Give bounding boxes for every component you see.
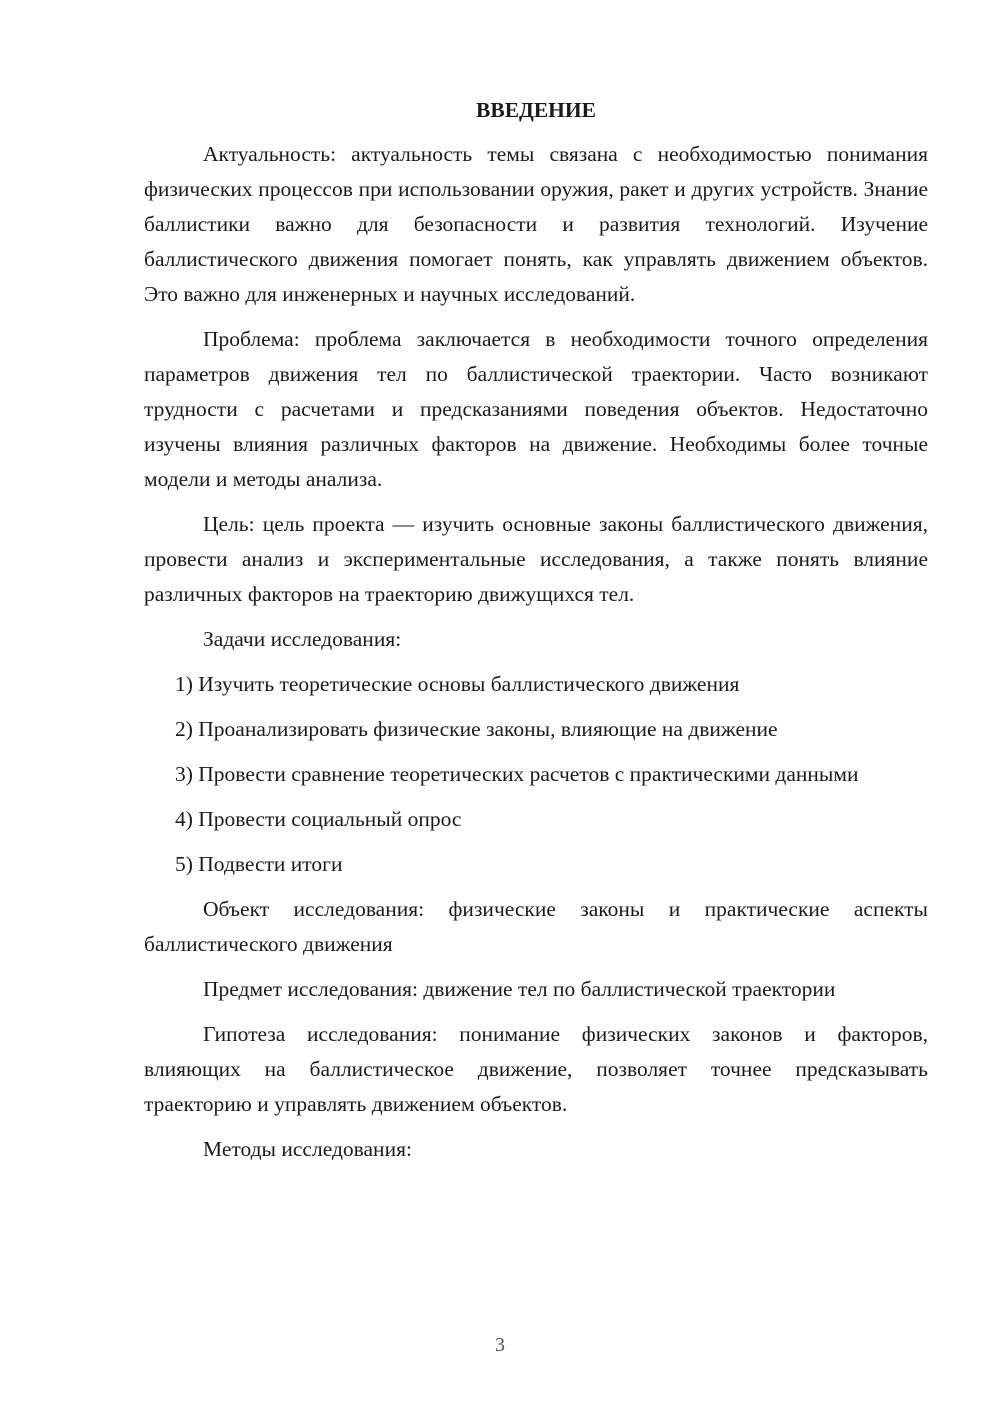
page-content	[144, 93, 928, 1177]
hypothesis-paragraph: Гипотеза исследования: понимание физических законов и факторов, влияющих на баллистическое движение, позволяет точнее предсказывать траекторию и управлять движением объектов.	[144, 1022, 928, 1116]
subject-paragraph: Предмет исследования: движение тел по баллистической траектории	[203, 977, 836, 1001]
goal-paragraph: Цель: цель проекта — изучить основные законы баллистического движения, провести анализ и экспериментальные исследования, а также понять влияние различных факторов на траекторию движущихся тел.	[144, 512, 928, 606]
task-item-2: 2) Проанализировать физические законы, влияющие на движение	[175, 717, 778, 741]
task-item-1: 1) Изучить теоретические основы баллистического движения	[175, 672, 740, 696]
task-item-3: 3) Провести сравнение теоретических расчетов с практическими данными	[175, 762, 859, 786]
object-paragraph: Объект исследования: физические законы и практические аспекты баллистического движения	[144, 897, 928, 956]
task-item-4: 4) Провести социальный опрос	[175, 807, 462, 831]
problem-paragraph: Проблема: проблема заключается в необходимости точного определения параметров движения тел по баллистической траектории. Часто возникают трудности с расчетами и предсказаниями поведения объектов. Недостаточно изучены влияния различных факторов на движение. Необходимы более точные модели и методы анализа.	[144, 327, 928, 491]
relevance-paragraph: Актуальность: актуальность темы связана с необходимостью понимания физических процессов при использовании оружия, ракет и других устройств. Знание баллистики важно для безопасности и развития технологий. Изучение баллистического движения помогает понять, как управлять движением объектов. Это важно для инженерных и научных исследований.	[144, 142, 928, 306]
tasks-heading: Задачи исследования:	[203, 627, 402, 651]
section-title: ВВЕДЕНИЕ	[476, 98, 596, 122]
page-number: 3	[495, 1334, 505, 1356]
methods-heading: Методы исследования:	[203, 1137, 412, 1161]
task-item-5: 5) Подвести итоги	[175, 852, 343, 876]
